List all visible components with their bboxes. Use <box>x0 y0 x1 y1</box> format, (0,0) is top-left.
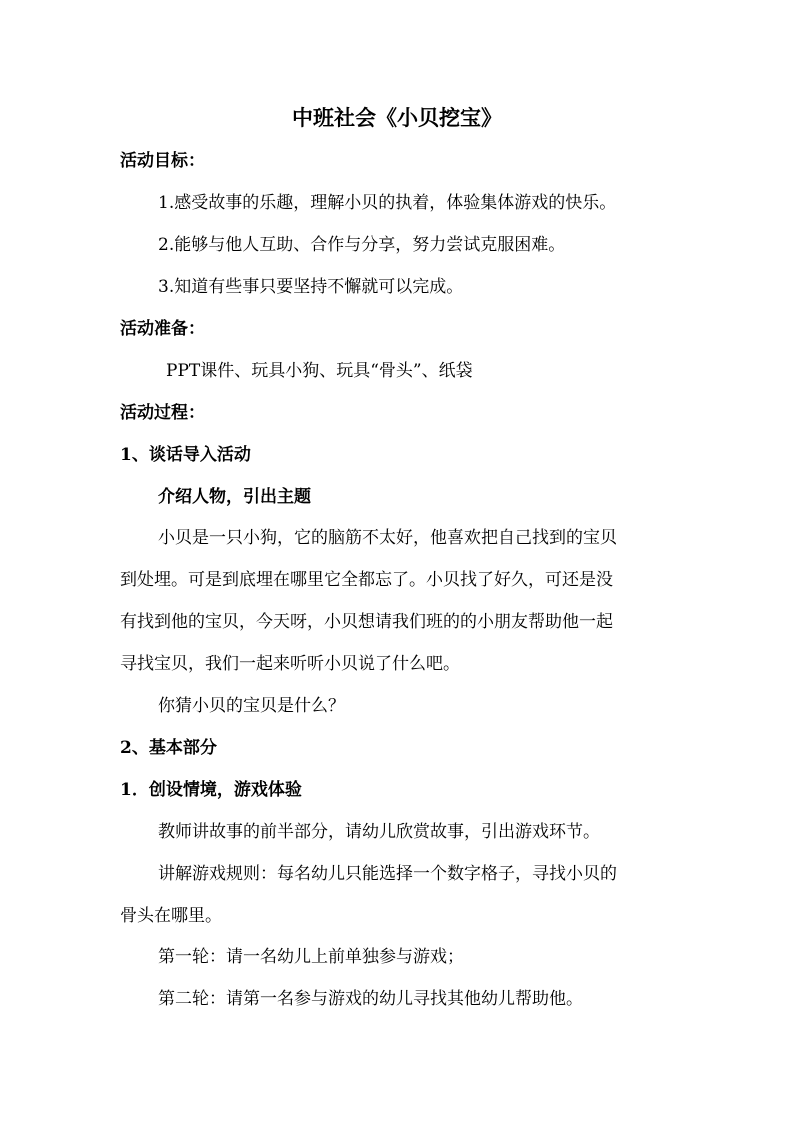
section1-subheading: 介绍人物，引出主题 <box>158 487 311 507</box>
section1-paragraph-line-4: 寻找宝贝，我们一起来听听小贝说了什么吧。 <box>120 654 460 674</box>
goal-item-1: 1.感受故事的乐趣，理解小贝的执着，体验集体游戏的快乐。 <box>158 193 617 213</box>
section2-rules-line-1: 讲解游戏规则：每名幼儿只能选择一个数字格子，寻找小贝的 <box>158 864 617 884</box>
section1-paragraph-line-3: 有找到他的宝贝，今天呀，小贝想请我们班的的小朋友帮助他一起 <box>120 612 613 632</box>
section2-subheading: 1．创设情境，游戏体验 <box>120 780 302 800</box>
preparation-text: PPT课件、玩具小狗、玩具“骨头”、纸袋 <box>166 361 473 381</box>
process-heading: 活动过程： <box>120 403 205 423</box>
goal-item-2: 2.能够与他人互助、合作与分享，努力尝试克服困难。 <box>158 235 566 255</box>
section2-line-1: 教师讲故事的前半部分，请幼儿欣赏故事，引出游戏环节。 <box>158 822 600 842</box>
section2-round-2: 第二轮：请第一名参与游戏的幼儿寻找其他幼儿帮助他。 <box>158 989 583 1009</box>
goal-item-3: 3.知道有些事只要坚持不懈就可以完成。 <box>158 277 464 297</box>
section1-heading: 1、谈话导入活动 <box>120 445 251 465</box>
section2-heading: 2、基本部分 <box>120 738 217 758</box>
preparation-heading: 活动准备： <box>120 319 205 339</box>
goals-heading: 活动目标： <box>120 151 205 171</box>
section2-rules-line-2: 骨头在哪里。 <box>120 906 222 926</box>
section1-paragraph-line-2: 到处埋。可是到底埋在哪里它全都忘了。小贝找了好久，可还是没 <box>120 570 613 590</box>
section2-round-1: 第一轮：请一名幼儿上前单独参与游戏； <box>158 947 464 967</box>
document-title: 中班社会《小贝挖宝》 <box>292 105 502 130</box>
section1-question: 你猜小贝的宝贝是什么？ <box>158 696 345 716</box>
section1-paragraph-line-1: 小贝是一只小狗，它的脑筋不太好，他喜欢把自己找到的宝贝 <box>158 528 617 548</box>
